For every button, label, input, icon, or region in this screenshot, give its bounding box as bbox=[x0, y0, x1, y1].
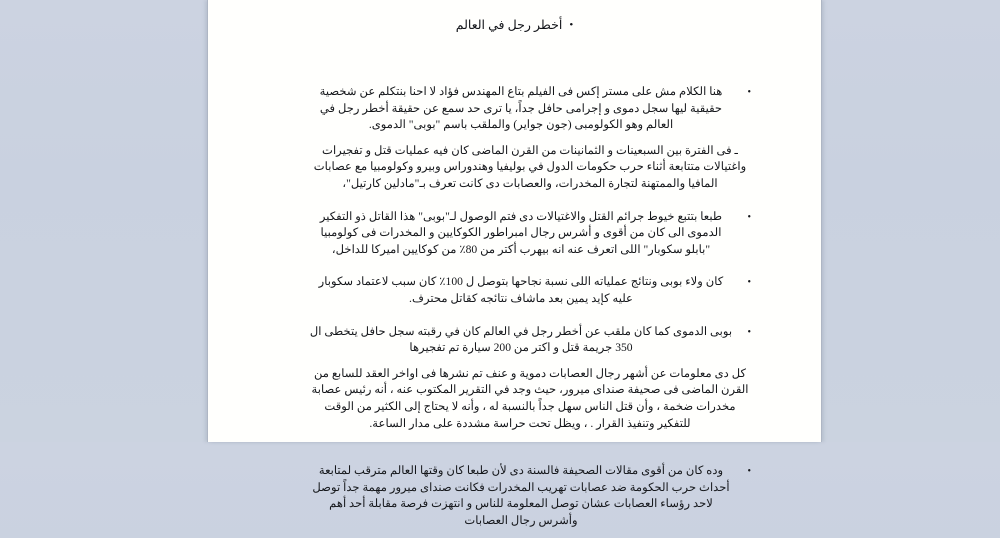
spacer bbox=[309, 317, 751, 324]
page-body bbox=[208, 0, 821, 527]
bullet-icon: • bbox=[747, 466, 751, 478]
list-item bbox=[309, 274, 751, 307]
spacer bbox=[309, 441, 751, 463]
bullet-icon: • bbox=[747, 277, 751, 289]
document-content bbox=[309, 84, 751, 538]
document-page bbox=[208, 0, 821, 527]
list-item-text: بوبى الدموى كما كان ملقب عن أخطر رجل في العالم كان في رقبته سجل حافل يتخطى ال 350 جريمة قتل و اكتر من 200 سيارة تم تفجيرها bbox=[309, 324, 733, 355]
list-item bbox=[309, 324, 751, 357]
list-item bbox=[309, 463, 751, 529]
paragraph: كل دى معلومات عن أشهر رجال العصابات دموية و عنف تم نشرها فى اواخر العقد للسابع من القرن الماضى فى صحيفة صنداى ميرور، حيث وجد في التقرير المكتوب عنه ، أنه رئيس عصابة مخدرات ضخمة ، وأن قتل الناس سهل جداً بالنسبة له ، وأنه لا يحتاج إلى الكثير من الوقت للتفكير وتنفيذ القرار . ، ويظل تحت حراسة مشددة على مدار الساعة. bbox=[311, 366, 749, 430]
title-bullet-icon: • bbox=[569, 19, 574, 31]
page-title-text: أخطر رجل في العالم bbox=[455, 18, 563, 32]
page-title bbox=[208, 17, 821, 33]
spacer bbox=[309, 202, 751, 209]
bullet-icon: • bbox=[747, 326, 751, 338]
list-item-text: طبعا بتتبع خيوط جرائم القتل والاغتيالات دى فتم الوصول لـ"بوبى" هذا القاتل ذو التفكير الدموى الى كان من أقوى و أشرس رجال امبراطور الكوكايين و المخدرات فى كولومبيا "بابلو سكوبار" اللى اتعرف عنه انه بيهرب أكتر من 80٪ من كوكايين اميركا للداخل، bbox=[319, 209, 723, 256]
list-item-text: وده كان من أقوى مقالات الصحيفة فالسنة دى لأن طبعا كان وقتها العالم مترقب لمتابعة أحداث حرب الحكومة ضد عصابات تهريب المخدرات فكانت صنداى ميرور مهمة جداً توصل لاحد رؤساء العصابات عشان توصل المعلومة للناس و انتهزت فرصة مقابلة أحد أهم وأشرس رجال العصابات bbox=[312, 464, 730, 527]
spacer bbox=[309, 267, 751, 274]
bullet-icon: • bbox=[747, 211, 751, 223]
list-item-text: كان ولاء بوبى ونتائج عملياته اللى نسبة نجاحها بتوصل ل 100٪ كان سبب لاعتماد سكوبار عليه كإيد يمين بعد ماشاف نتائجه كقاتل محترف. bbox=[318, 275, 724, 305]
list-item bbox=[309, 84, 751, 134]
list-item-text: هنا الكلام مش على مستر إكس فى الفيلم بتاع المهندس فؤاد لا احنا بنتكلم عن شخصية حقيقية ليها سجل دموى و إجرامى حافل جداً، يا ترى حد سمع عن حقيقة أخطر رجل في العالم وهو الكولومبى (جون جواير) والملقب باسم "بوبى" الدموى. bbox=[319, 85, 723, 132]
list-item bbox=[309, 209, 751, 259]
bullet-icon: • bbox=[747, 87, 751, 98]
paragraph: ـ فى الفترة بين السبعينات و الثمانينات من القرن الماضى كان فيه عمليات قتل و تفجيرات واغتيالات متتابعة أثناء حرب حكومات الدول في بوليفيا وهندوراس وبيرو وكولومبيا مع عصابات المافيا والممتهنة لتجارة المخدرات، والعصابات دى كانت تعرف بـ"مادلين كارتيل"، bbox=[313, 143, 747, 190]
